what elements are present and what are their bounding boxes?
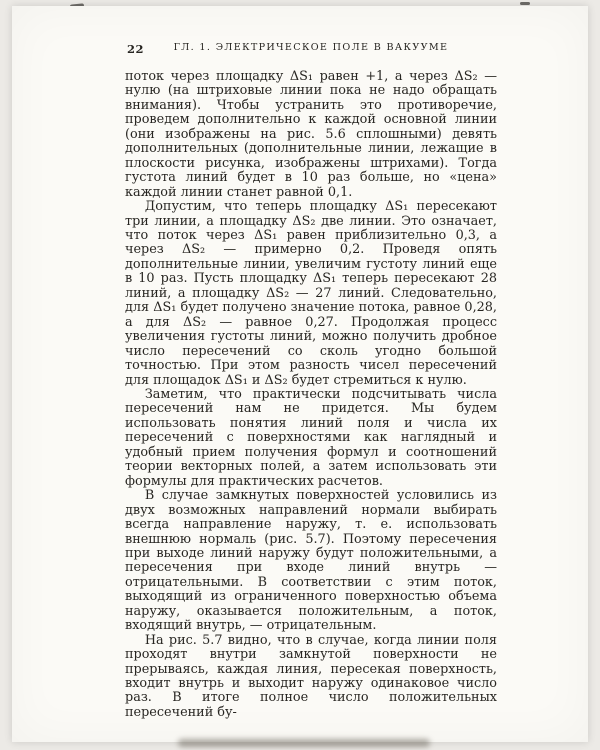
page-number: 22 (127, 42, 145, 56)
book-page (12, 6, 588, 742)
scan-artifact (520, 2, 530, 5)
paragraph: На рис. 5.7 видно, что в случае, когда линии поля проходят внутри замкнутой поверхности не прерываясь, каждая линия, пересекая поверхность, входит внутрь и выходит наружу одинаковое число раз. В итоге полное число положительных пересечений бу- (125, 632, 497, 720)
page-header (125, 42, 497, 57)
paragraph: поток через площадку ΔS₁ равен +1, а через ΔS₂ — нулю (на штриховые линии пока не надо обращать внимания). Чтобы устранить это противоречие, проведем дополнительно к каждой основной линии (они изображены на рис. 5.6 сплошными) девять дополнительных (дополнительные линии, лежащие в плоскости рисунка, изображены штрихами). Тогда густота линий будет в 10 раз больше, но «цена» каждой линии станет равной 0,1. (125, 69, 497, 200)
running-title: ГЛ. 1. ЭЛЕКТРИЧЕСКОЕ ПОЛЕ В ВАКУУМЕ (173, 42, 449, 53)
paragraph: Допустим, что теперь площадку ΔS₁ пересекают три линии, а площадку ΔS₂ две линии. Это означает, что поток через ΔS₁ равен приблизительно 0,3, а через ΔS₂ — примерно 0,2. Проведя опять дополнительные линии, увеличим густоту линий еще в 10 раз. Пусть площадку ΔS₁ теперь пересекают 28 линий, а площадку ΔS₂ — 27 линий. Следовательно, для ΔS₁ будет получено значение потока, равное 0,28, а для ΔS₂ — равное 0,27. Продолжая процесс увеличения густоты линий, можно получить дробное число пересечений со сколь угодно большой точностью. При этом разность чисел пересечений для площадок ΔS₁ и ΔS₂ будет стремиться к нулю. (125, 199, 497, 388)
paragraph: Заметим, что практически подсчитывать числа пересечений нам не придется. Мы будем использовать понятия линий поля и числа их пересечений с поверхностями как наглядный и удобный прием получения формул и соотношений теории векторных полей, а затем использовать эти формулы для практических расчетов. (125, 386, 497, 489)
page-body (125, 70, 497, 720)
paragraph: В случае замкнутых поверхностей условились из двух возможных направлений нормали выбирать всегда направление наружу, т. е. использовать внешнюю нормаль (рис. 5.7). Поэтому пересечения при выходе линий наружу будут положительными, а пересечения при входе линий внутрь — отрицательными. В соответствии с этим поток, выходящий из ограниченного поверхностью объема наружу, оказывается положительным, а поток, входящий внутрь, — отрицательным. (125, 488, 497, 634)
scan-shadow (178, 739, 430, 747)
